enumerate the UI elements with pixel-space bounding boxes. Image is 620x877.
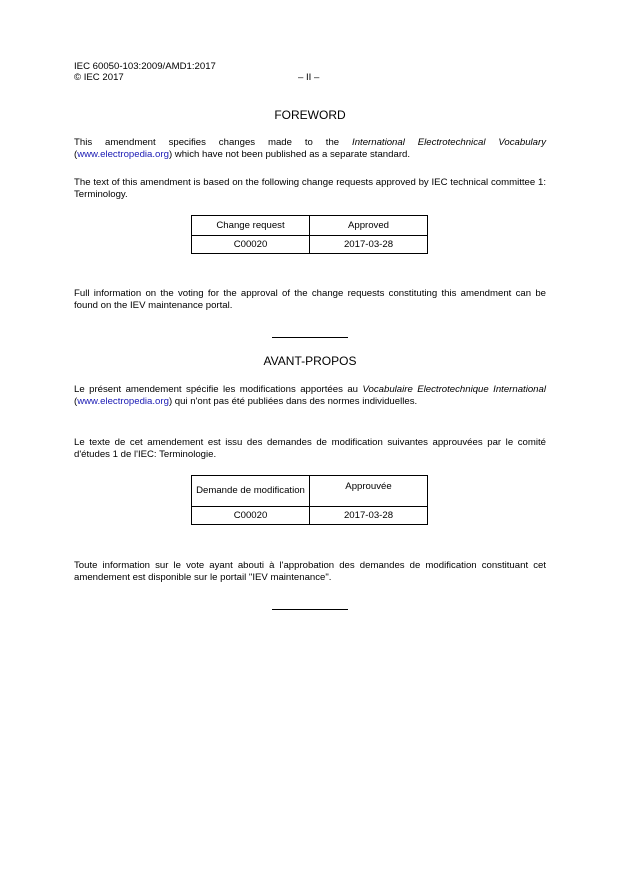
avant-propos-p1-text-a: Le présent amendement spécifie les modifications apportées au (74, 384, 363, 395)
foreword-p1-text-b: ( (74, 148, 78, 160)
table-cell-change-request: C00020 (192, 236, 310, 254)
avant-propos-paragraph-2 (74, 437, 546, 460)
avant-propos-paragraph-1 (74, 384, 546, 407)
avant-propos-p3-text: Toute information sur le vote ayant abouti à l'approbation des demandes de modification constituant cet amendement est disponible sur le portail "IEV maintenance". (74, 560, 546, 583)
foreword-paragraph-1 (74, 137, 546, 160)
avant-propos-title: AVANT-PROPOS (263, 354, 357, 368)
page-header (74, 61, 374, 83)
avant-propos-p1-text-b: ( (74, 395, 78, 407)
table-header-approved: Approved (310, 216, 428, 236)
avant-propos-p2-text: Le texte de cet amendement est issu des demandes de modification suivantes approuvées par le comité d'études 1 de l'IEC: Terminologie. (74, 437, 546, 460)
change-request-table (191, 215, 428, 254)
electropedia-link-fr[interactable]: www.electropedia.org (77, 395, 169, 407)
foreword-paragraph-3 (74, 288, 546, 311)
foreword-p1-italic: International Electrotechnical Vocabulary (352, 137, 546, 148)
foreword-p1-text-a: This amendment specifies changes made to the (74, 137, 353, 148)
foreword-paragraph-2 (74, 177, 546, 200)
electropedia-link[interactable]: www.electropedia.org (77, 148, 169, 160)
foreword-p1-text-c: ) which have not been published as a separate standard. (168, 148, 411, 160)
document-id: IEC 60050-103:2009/AMD1:2017 (74, 61, 216, 72)
foreword-title: FOREWORD (274, 108, 346, 122)
table-header-demande: Demande de modification (192, 476, 310, 507)
foreword-p3-text: Full information on the voting for the approval of the change requests constituting this amendment can be found on the IEV maintenance portal. (74, 288, 546, 311)
table-header-change-request: Change request (192, 216, 310, 236)
avant-propos-p1-text-c: ) qui n'ont pas été publiées dans des normes individuelles. (168, 395, 418, 407)
section-divider-1 (272, 337, 348, 338)
demande-modification-table (191, 475, 428, 525)
table-cell-demande: C00020 (192, 507, 310, 525)
page-number: – II – (298, 72, 320, 83)
foreword-p2-text: The text of this amendment is based on the following change requests approved by IEC technical committee 1: Terminology. (74, 177, 546, 200)
avant-propos-paragraph-3 (74, 560, 546, 583)
copyright-notice: © IEC 2017 (74, 72, 124, 83)
section-divider-2 (272, 609, 348, 610)
table-cell-approuvee-date: 2017-03-28 (310, 507, 428, 525)
table-header-approuvee: Approuvée (310, 476, 428, 507)
avant-propos-p1-italic: Vocabulaire Electrotechnique International (362, 384, 546, 395)
table-cell-approved-date: 2017-03-28 (310, 236, 428, 254)
